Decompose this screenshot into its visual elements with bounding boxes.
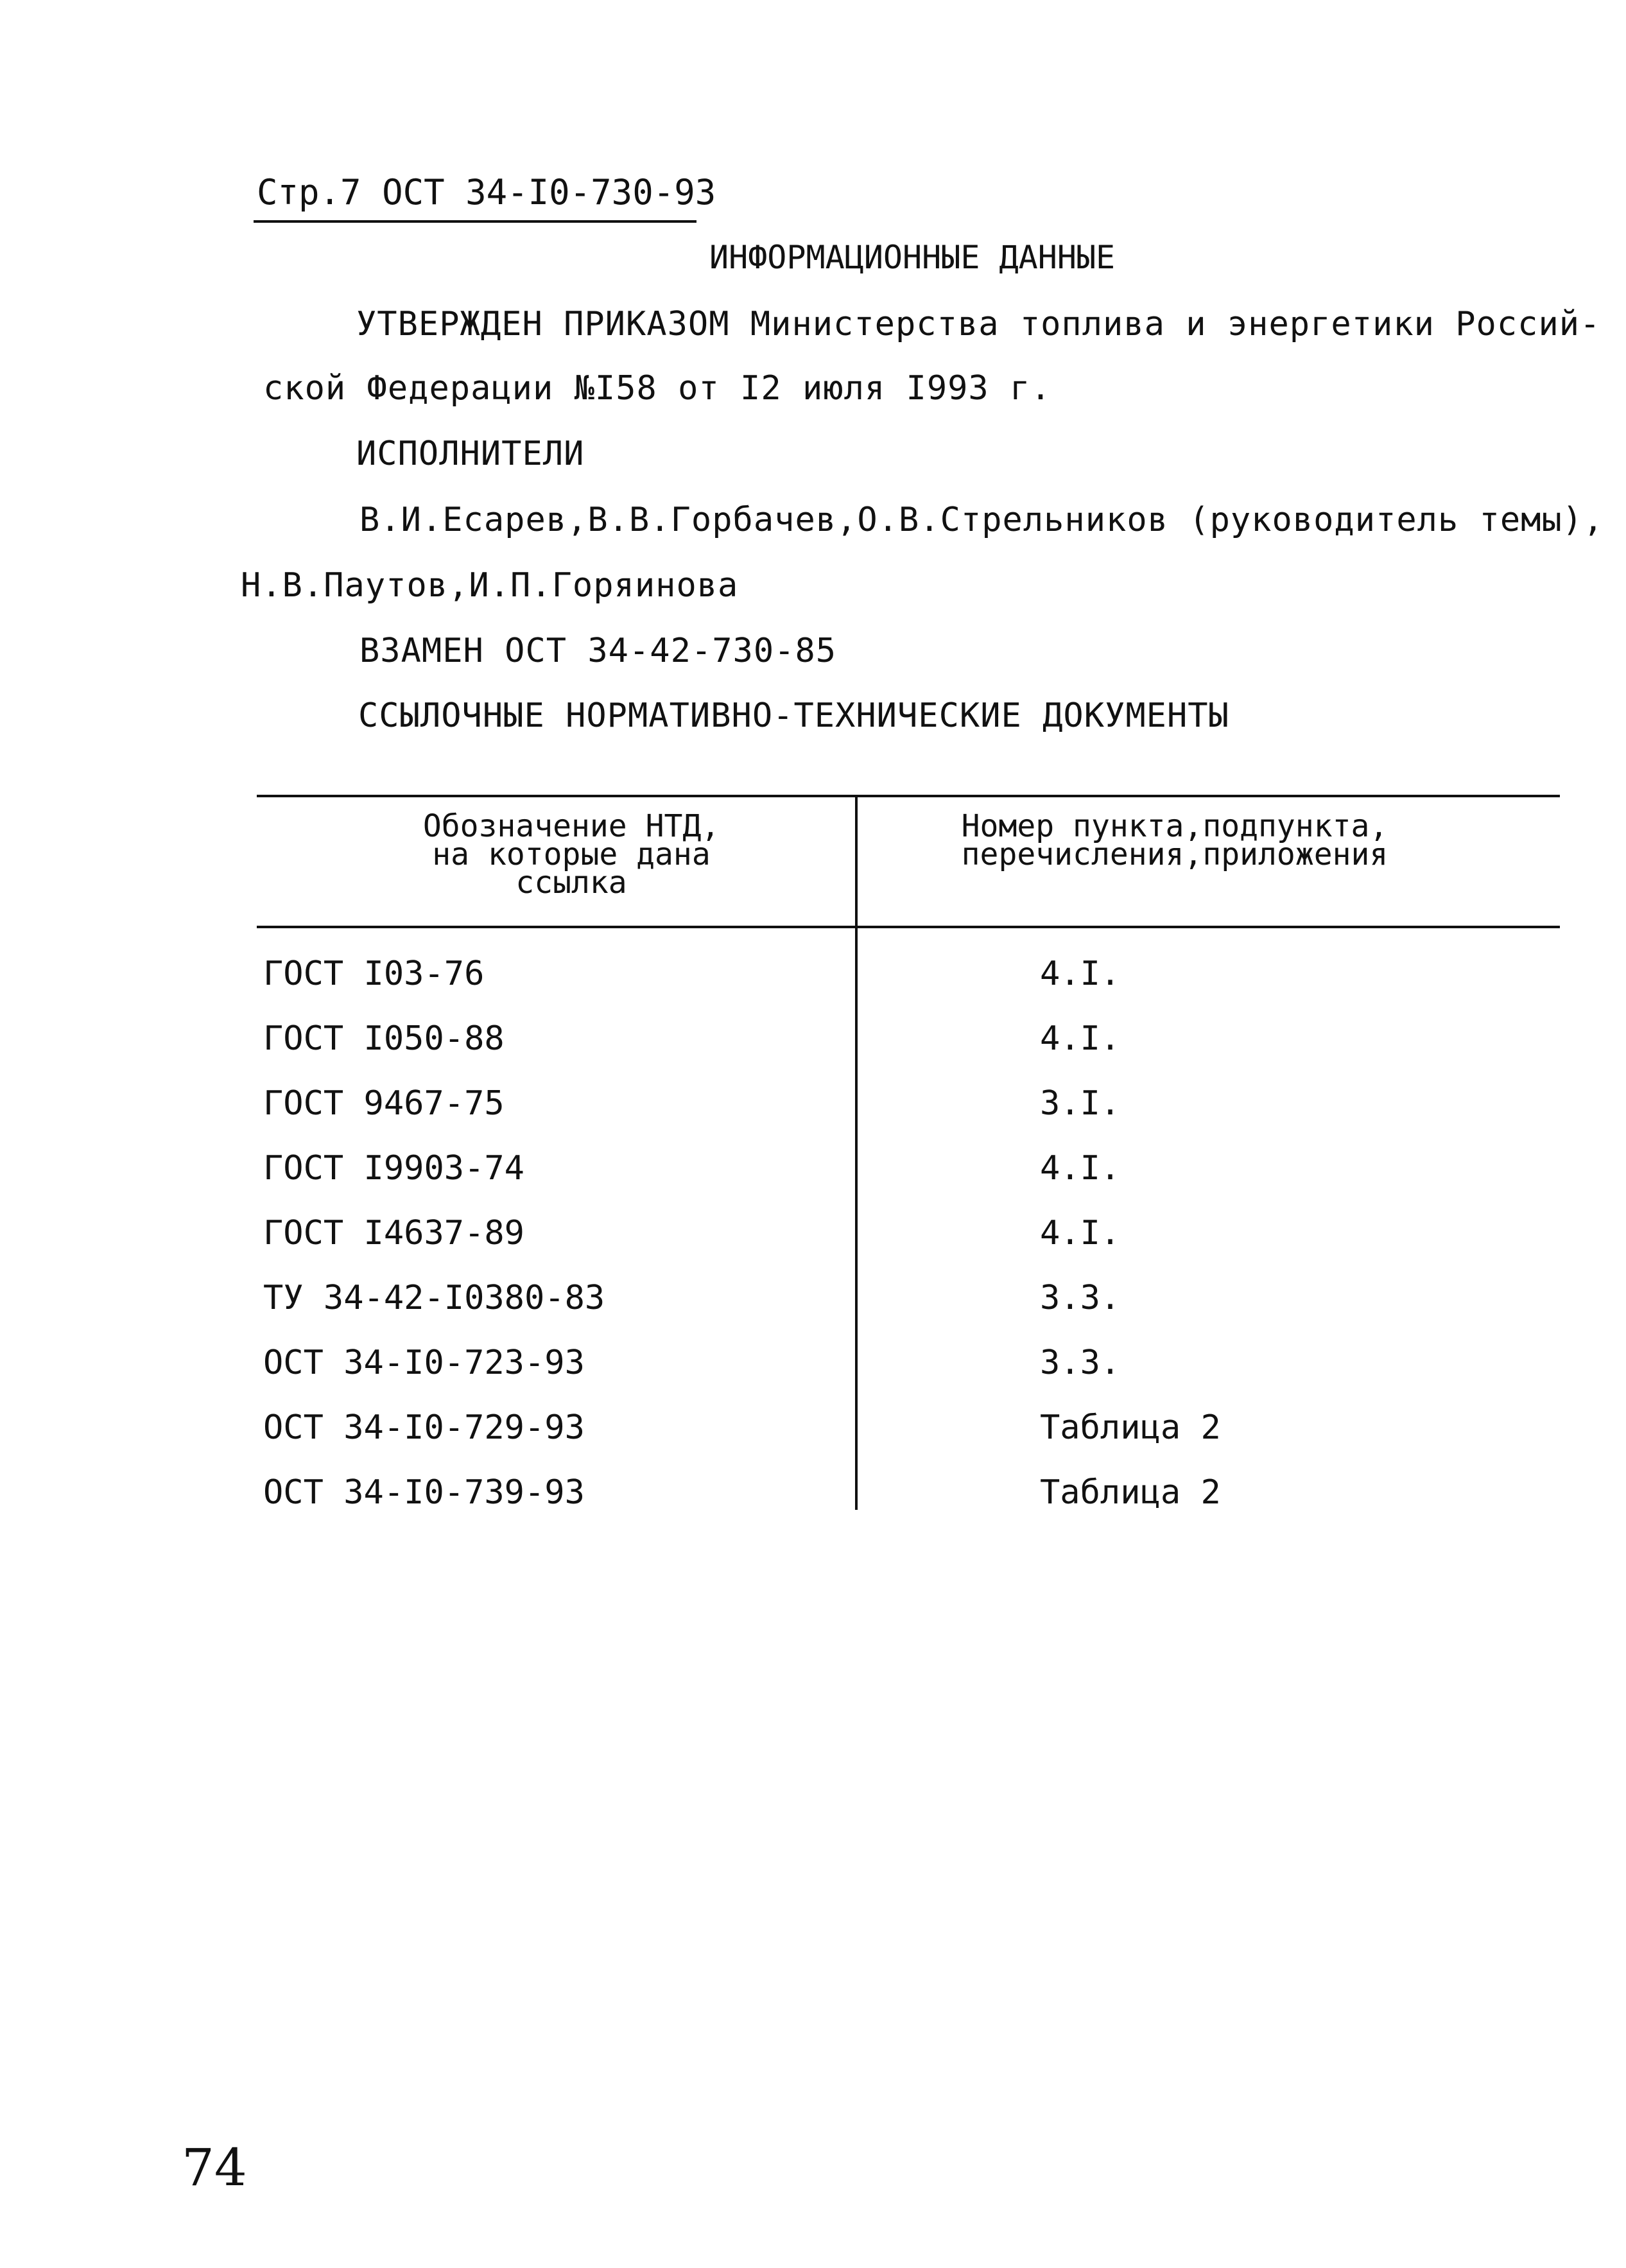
performers-line-1: В.И.Есарев,В.В.Горбачев,О.В.Стрельников (руководитель темы), <box>359 501 1604 539</box>
table-cell-clause: 4.I. <box>1040 1019 1121 1058</box>
table-cell-clause: 4.I. <box>1040 1149 1121 1188</box>
page-header: Стр.7 ОСТ 34-I0-730-93 <box>257 172 716 212</box>
table-cell-clause: 4.I. <box>1040 1214 1121 1252</box>
table-cell-document: ГОСТ I4637-89 <box>263 1214 524 1252</box>
approved-text-line-1: УТВЕРЖДЕН ПРИКАЗОМ Министерства топлива и энергетики Россий- <box>356 305 1601 343</box>
table-cell-clause: 3.3. <box>1040 1279 1121 1317</box>
table-cell-clause: 3.3. <box>1040 1344 1121 1382</box>
approved-text-line-2: ской Федерации №I58 от I2 июля I993 г. <box>263 369 1051 408</box>
page-number: 74 <box>182 2138 247 2197</box>
table-cell-document: ОСТ 34-I0-729-93 <box>263 1408 585 1447</box>
header-underline <box>254 220 696 223</box>
table-header-document: Обозначение НТД, на которые дана ссылка <box>422 808 720 901</box>
table-cell-document: ГОСТ I050-88 <box>263 1019 505 1058</box>
table-cell-clause: 3.I. <box>1040 1084 1121 1123</box>
table-cell-document: ОСТ 34-I0-723-93 <box>263 1344 585 1382</box>
table-cell-document: ТУ 34-42-I0380-83 <box>263 1279 605 1317</box>
table-cell-document: ГОСТ 9467-75 <box>263 1084 505 1123</box>
info-title: ИНФОРМАЦИОННЫЕ ДАННЫЕ <box>709 239 1116 276</box>
replaces-text: ВЗАМЕН ОСТ 34-42-730-85 <box>359 632 837 670</box>
table-header-clause: Номер пункта,подпункта, перечисления,приложения <box>961 808 1388 872</box>
reference-documents-heading: ССЫЛОЧНЫЕ НОРМАТИВНО-ТЕХНИЧЕСКИЕ ДОКУМЕНТЫ <box>358 697 1229 735</box>
table-cell-clause: 4.I. <box>1040 955 1121 993</box>
table-cell-clause: Таблица 2 <box>1040 1473 1221 1512</box>
table-cell-clause: Таблица 2 <box>1040 1408 1221 1447</box>
performers-line-2: Н.В.Паутов,И.П.Горяинова <box>241 566 739 605</box>
table-cell-document: ОСТ 34-I0-739-93 <box>263 1473 585 1512</box>
performers-heading: ИСПОЛНИТЕЛИ <box>356 435 585 473</box>
table-column-divider <box>855 797 858 1510</box>
table-cell-document: ГОСТ I03-76 <box>263 955 485 993</box>
table-top-border <box>257 795 1560 797</box>
table-cell-document: ГОСТ I9903-74 <box>263 1149 524 1188</box>
table-header-border <box>257 926 1560 928</box>
